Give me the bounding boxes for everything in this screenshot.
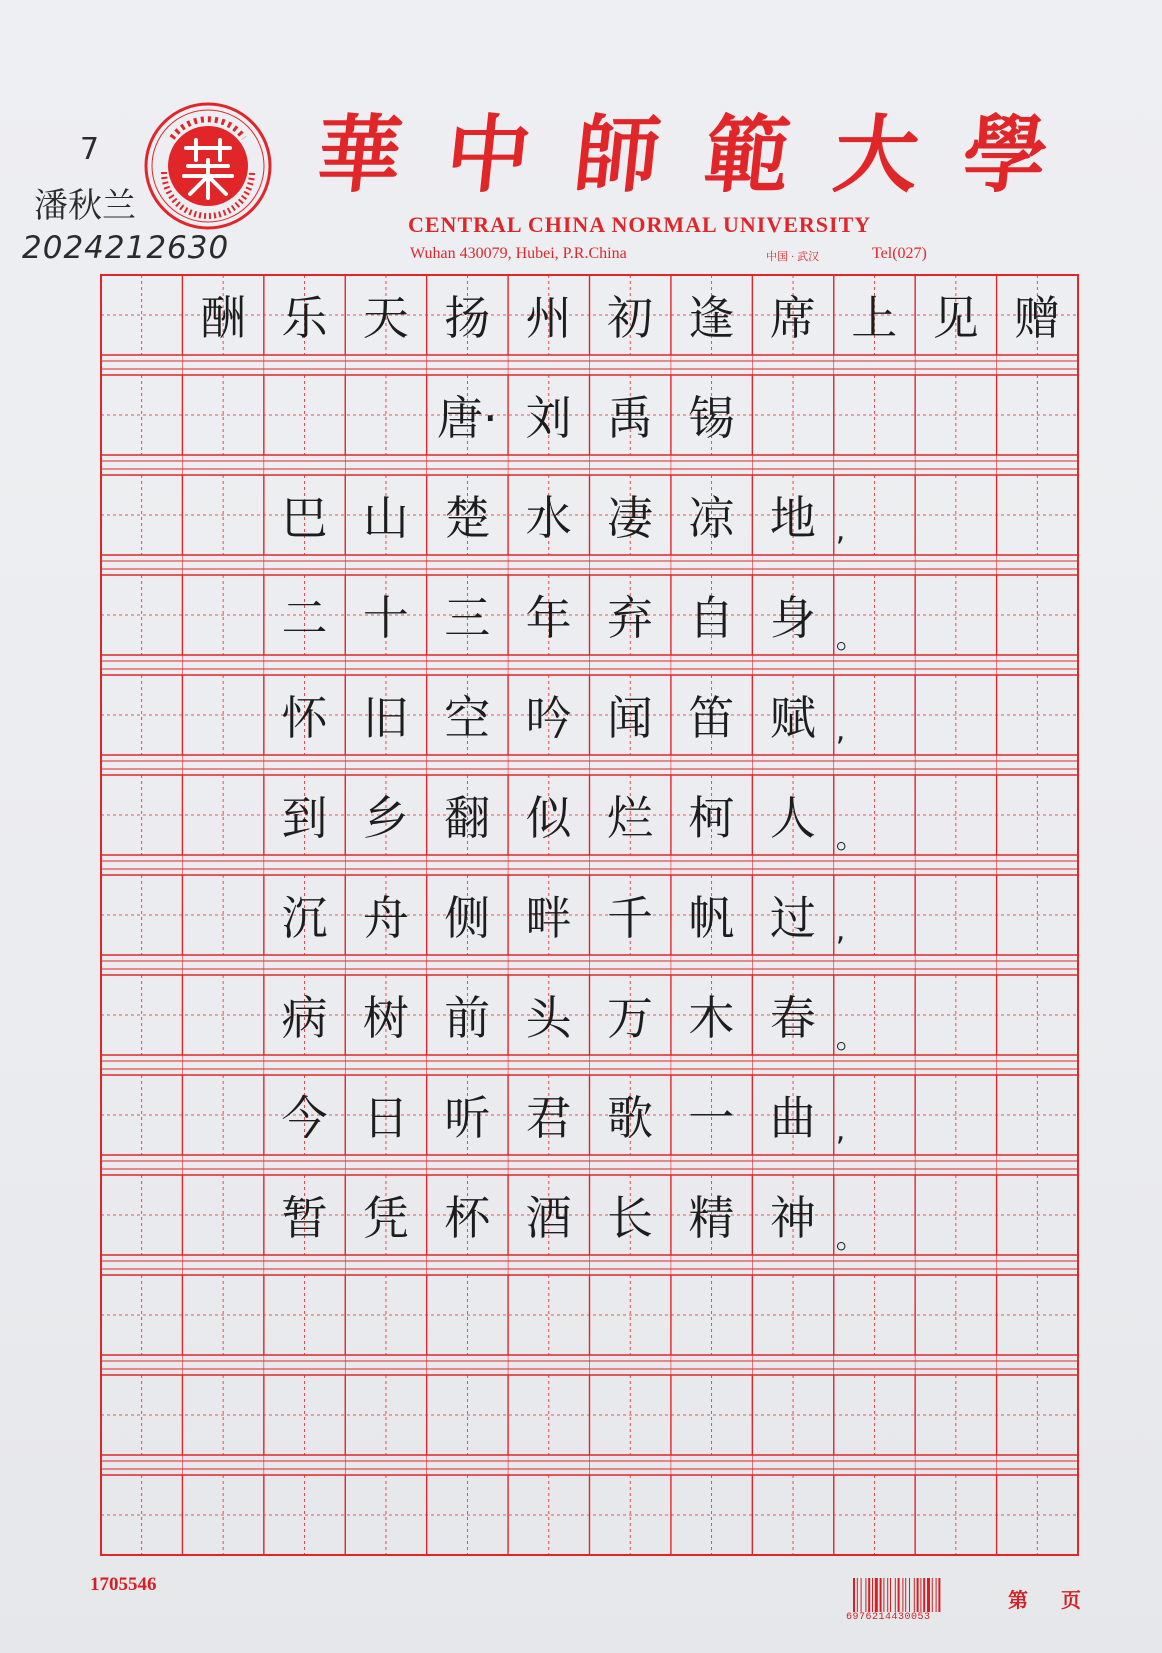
grid-cell: 空	[444, 691, 491, 745]
grid-cell: 凄	[607, 491, 654, 545]
grid-cell	[264, 1375, 345, 1455]
grid-cell: 歌	[607, 1091, 654, 1145]
address-cn: 中国 · 武汉	[766, 251, 820, 263]
grid-cell	[589, 1375, 670, 1455]
grid-row	[101, 1075, 1078, 1155]
grid-cell	[101, 475, 182, 555]
grid-cell: 地	[769, 491, 816, 545]
grid-cell: 沉	[281, 891, 328, 945]
grid-cell	[996, 1375, 1077, 1455]
grid-cell	[264, 375, 345, 455]
grid-cell: 上	[851, 291, 898, 345]
grid-cell	[996, 1175, 1077, 1255]
grid-cell: 身	[769, 591, 816, 645]
grid-cell	[996, 675, 1077, 755]
grid-cell	[101, 1275, 182, 1355]
grid-cell: 暂	[281, 1191, 328, 1245]
grid-cell: 今	[281, 1091, 328, 1145]
grid-cell: 杯	[444, 1191, 491, 1245]
grid-cell: 刘	[525, 391, 572, 445]
barcode-number: 6976214430053	[846, 1612, 931, 1623]
grid-cell	[915, 375, 996, 455]
punctuation-mark: ,	[835, 1113, 846, 1148]
grid-cell	[996, 575, 1077, 655]
page-label: 第 页	[1008, 1588, 1081, 1612]
grid-row	[101, 675, 1078, 755]
grid-cell	[101, 775, 182, 855]
grid-cell	[834, 1475, 915, 1555]
grid-cell	[427, 1475, 508, 1555]
grid-cell: 过	[769, 891, 816, 945]
grid-cell: 三	[444, 591, 491, 645]
grid-cell	[101, 1175, 182, 1255]
grid-cell	[752, 1375, 833, 1455]
grid-cell: 席	[769, 291, 816, 345]
grid-cell	[834, 475, 915, 555]
grid-cell: 君	[525, 1091, 572, 1145]
grid-cell: 自	[688, 591, 735, 645]
grid-cell: 十	[362, 591, 409, 645]
grid-cell	[182, 1075, 263, 1155]
grid-cell: 旧	[362, 691, 409, 745]
grid-cell	[996, 1475, 1077, 1555]
grid-cell: 凉	[688, 491, 735, 545]
grid-cell	[264, 1475, 345, 1555]
grid-cell	[101, 275, 182, 355]
grid-row	[101, 1475, 1078, 1555]
grid-cell: 日	[362, 1091, 409, 1145]
grid-cell: 前	[444, 991, 491, 1045]
grid-cell: 弃	[607, 591, 654, 645]
grid-cell: 一	[688, 1091, 735, 1145]
grid-row	[101, 775, 1078, 855]
grid-cell: 笛	[688, 691, 735, 745]
grid-cell: 乐	[281, 291, 328, 345]
grid-cell: 怀	[281, 691, 328, 745]
grid-cell	[752, 375, 833, 455]
title-char: 範	[699, 104, 795, 204]
grid-row	[101, 575, 1078, 655]
grid-cell	[589, 1475, 670, 1555]
grid-cell: 唐·	[436, 391, 498, 445]
grid-cell	[101, 1075, 182, 1155]
grid-cell	[752, 1475, 833, 1555]
grid-cell	[182, 875, 263, 955]
grid-cell	[671, 1375, 752, 1455]
grid-cell	[915, 775, 996, 855]
grid-cell	[345, 375, 426, 455]
grid-cell	[345, 1375, 426, 1455]
grid-cell	[508, 1375, 589, 1455]
grid-cell: 柯	[688, 791, 735, 845]
grid-cell	[345, 1275, 426, 1355]
grid-cell: 似	[525, 791, 572, 845]
title-char: 大	[828, 104, 924, 204]
grid-cell	[427, 1275, 508, 1355]
grid-cell: 听	[444, 1091, 491, 1145]
grid-cell: 乡	[362, 791, 409, 845]
grid-cell: 天	[362, 291, 409, 345]
grid-cell: 树	[362, 991, 409, 1045]
punctuation-mark: ,	[835, 913, 846, 948]
grid-cell	[915, 475, 996, 555]
punctuation-mark: 。	[835, 1021, 866, 1056]
grid-cell	[264, 1275, 345, 1355]
grid-cell	[996, 1275, 1077, 1355]
grid-cell: 逢	[688, 291, 735, 345]
grid-cell: 头	[525, 991, 572, 1045]
grid-cell	[834, 675, 915, 755]
grid-cell: 楚	[444, 491, 491, 545]
grid-cell	[589, 1275, 670, 1355]
grid-cell: 到	[281, 791, 328, 845]
grid-cell	[834, 875, 915, 955]
grid-cell	[915, 1175, 996, 1255]
grid-cell	[671, 1275, 752, 1355]
grid-cell	[101, 675, 182, 755]
grid-cell: 春	[769, 991, 816, 1045]
grid-cell: 长	[607, 1191, 654, 1245]
grid-cell	[915, 975, 996, 1055]
grid-cell	[182, 475, 263, 555]
grid-cell: 木	[688, 991, 735, 1045]
grid-cell	[182, 775, 263, 855]
grid-cell: 山	[362, 491, 409, 545]
grid-cell: 见	[932, 291, 979, 345]
punctuation-mark: ,	[835, 513, 846, 548]
handwritten-number: 7	[80, 132, 100, 167]
grid-cell	[996, 875, 1077, 955]
grid-cell	[101, 975, 182, 1055]
grid-row	[101, 475, 1078, 555]
title-char: 學	[958, 104, 1053, 204]
grid-cell	[101, 875, 182, 955]
grid-cell	[182, 1375, 263, 1455]
grid-row	[101, 1175, 1078, 1255]
grid-cell: 吟	[525, 691, 572, 745]
grid-row	[101, 1375, 1078, 1455]
address-text: Wuhan 430079, Hubei, P.R.China	[410, 245, 627, 262]
title-char: 師	[570, 104, 665, 204]
grid-cell: 侧	[444, 891, 491, 945]
grid-cell: 帆	[688, 891, 735, 945]
punctuation-mark: 。	[835, 621, 866, 656]
grid-cell	[915, 575, 996, 655]
grid-cell	[915, 1275, 996, 1355]
grid-cell	[101, 375, 182, 455]
grid-cell: 千	[607, 891, 654, 945]
grid-cell	[182, 975, 263, 1055]
grid-cell: 赠	[1013, 291, 1060, 345]
grid-cell	[915, 1375, 996, 1455]
grid-cell	[996, 775, 1077, 855]
grid-cell: 扬	[444, 291, 491, 345]
grid-cell	[834, 375, 915, 455]
grid-cell: 酬	[200, 291, 247, 345]
grid-cell: 禹	[607, 391, 654, 445]
punctuation-mark: 。	[835, 821, 866, 856]
grid-cell	[671, 1475, 752, 1555]
grid-cell	[101, 575, 182, 655]
grid-cell	[182, 1275, 263, 1355]
grid-cell: 酒	[525, 1191, 572, 1245]
grid-cell: 锡	[688, 391, 735, 445]
grid-cell	[182, 1475, 263, 1555]
grid-cell	[996, 1075, 1077, 1155]
grid-cell	[752, 1275, 833, 1355]
grid-cell: 曲	[769, 1091, 816, 1145]
grid-cell	[427, 1375, 508, 1455]
grid-cell	[915, 1475, 996, 1555]
grid-cell: 烂	[607, 791, 654, 845]
grid-cell	[101, 1375, 182, 1455]
grid-cell: 神	[769, 1191, 816, 1245]
grid-cell: 州	[525, 291, 572, 345]
grid-row	[101, 275, 1078, 355]
grid-row	[101, 975, 1078, 1055]
grid-cell	[834, 1275, 915, 1355]
grid-cell	[834, 1075, 915, 1155]
grid-cell	[508, 1275, 589, 1355]
barcode-icon	[853, 1578, 971, 1612]
grid-cell	[345, 1475, 426, 1555]
grid-cell: 病	[281, 991, 328, 1045]
grid-cell	[915, 675, 996, 755]
grid-row	[101, 1275, 1078, 1355]
university-title-en: CENTRAL CHINA NORMAL UNIVERSITY	[408, 212, 872, 237]
grid-cell	[508, 1475, 589, 1555]
telephone: Tel(027)	[872, 245, 927, 262]
grid-cell: 舟	[362, 891, 409, 945]
grid-cell	[182, 575, 263, 655]
grid-cell	[182, 375, 263, 455]
grid-cell	[996, 475, 1077, 555]
grid-cell: 闻	[607, 691, 654, 745]
punctuation-mark: ,	[835, 713, 846, 748]
title-char: 華	[312, 104, 407, 204]
grid-cell: 年	[525, 591, 572, 645]
serial-number: 1705546	[90, 1574, 157, 1595]
grid-cell: 畔	[525, 891, 572, 945]
grid-cell: 翻	[444, 791, 491, 845]
grid-row	[101, 375, 1078, 455]
grid-cell	[101, 1475, 182, 1555]
grid-cell	[182, 675, 263, 755]
grid-cell	[996, 375, 1077, 455]
grid-cell: 二	[281, 591, 328, 645]
grid-cell	[834, 1375, 915, 1455]
punctuation-mark: 。	[835, 1221, 866, 1256]
grid-cell: 万	[607, 991, 654, 1045]
title-char: 中	[441, 104, 536, 204]
grid-cell	[915, 875, 996, 955]
handwritten-name: 潘秋兰	[34, 186, 136, 226]
grid-cell	[182, 1175, 263, 1255]
grid-cell: 水	[525, 491, 572, 545]
grid-cell: 凭	[362, 1191, 409, 1245]
grid-cell	[996, 975, 1077, 1055]
grid-cell: 精	[688, 1191, 735, 1245]
grid-cell: 初	[607, 291, 654, 345]
grid-cell: 人	[769, 791, 816, 845]
grid-cell	[915, 1075, 996, 1155]
grid-cell: 赋	[769, 691, 816, 745]
grid-cell: 巴	[281, 491, 328, 545]
grid-row	[101, 875, 1078, 955]
handwritten-student-id: 2024212630	[22, 230, 230, 266]
